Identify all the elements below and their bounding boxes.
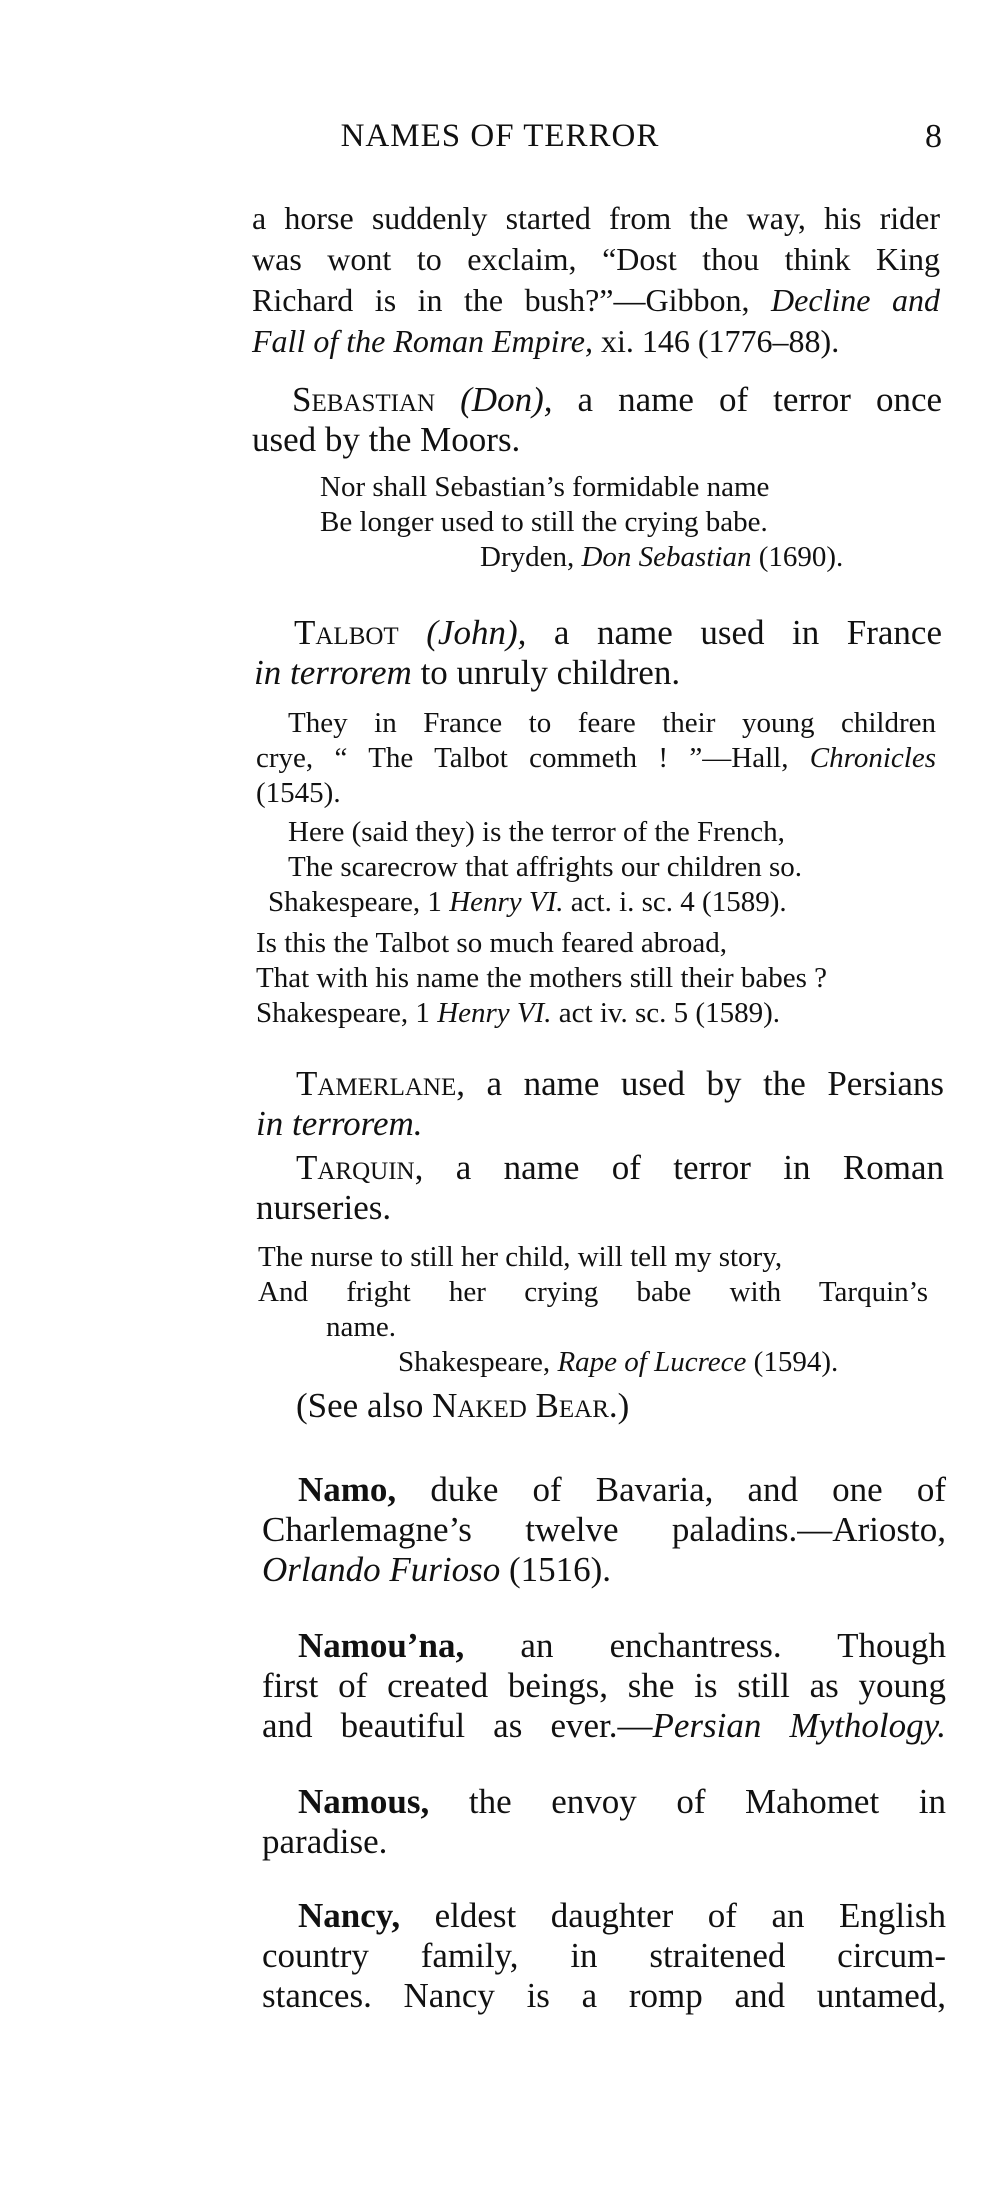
- entry-namous: [262, 1782, 946, 1862]
- quote-line: Is this the Talbot so much feared abroad,: [256, 927, 727, 959]
- quote-line: Nor shall Sebastian’s formidable name: [320, 471, 770, 503]
- entry-tarquin: [256, 1148, 944, 1228]
- entry-name: Tarquin,: [296, 1148, 424, 1187]
- entry-line: Namou’na, an enchantress. Though: [298, 1626, 946, 1665]
- quote-lucrece: [258, 1240, 928, 1380]
- headword: Nancy,: [298, 1896, 401, 1935]
- page-number: 8: [925, 118, 942, 155]
- entry-namo: [262, 1470, 946, 1590]
- see-also: [296, 1386, 896, 1426]
- entry-line: Orlando Furioso (1516).: [262, 1550, 612, 1589]
- quote-shakespeare-1: [268, 815, 938, 920]
- quote-hall: [256, 706, 936, 811]
- quote-line: Here (said they) is the terror of the French,: [288, 816, 785, 848]
- entry-line: Talbot (John), a name used in France: [294, 613, 943, 652]
- entry-line: in terrorem.: [256, 1104, 423, 1143]
- entry-line: in terrorem to unruly children.: [254, 653, 681, 692]
- entry-line: nurseries.: [256, 1188, 392, 1227]
- entry-line: stances. Nancy is a romp and untamed,: [262, 1976, 946, 2015]
- entry-line: Sebastian (Don), a name of terror once: [292, 380, 943, 419]
- quote-line: Be longer used to still the crying babe.: [320, 506, 768, 538]
- entry-tamerlane: [256, 1064, 944, 1144]
- quote-line: (1545).: [256, 777, 341, 809]
- entry-nancy: [262, 1896, 946, 2016]
- entry-name: Tamerlane,: [296, 1064, 466, 1103]
- entry-line: Nancy, eldest daughter of an English: [298, 1896, 946, 1935]
- headword: Namous,: [298, 1782, 430, 1821]
- entry-namouna: [262, 1626, 946, 1746]
- entry-line: Namo, duke of Bavaria, and one of: [298, 1470, 946, 1509]
- entry-line: first of created beings, she is still as young: [262, 1666, 946, 1705]
- entry-name: Sebastian: [292, 380, 436, 419]
- quote-shakespeare-2: [256, 926, 946, 1031]
- citation: Dryden, Don Sebastian (1690).: [480, 541, 844, 573]
- entry-name: Talbot: [294, 613, 399, 652]
- text-line: was wont to exclaim, “Dost thou think King: [252, 241, 940, 277]
- entry-line: Tarquin, a name of terror in Roman: [296, 1148, 944, 1187]
- entry-line: Charlemagne’s twelve paladins.—Ariosto,: [262, 1510, 946, 1549]
- citation: Shakespeare, 1 Henry VI. act iv. sc. 5 (1589).: [256, 997, 780, 1029]
- text-line: Fall of the Roman Empire, xi. 146 (1776–88).: [252, 323, 840, 359]
- cross-reference: (See also Naked Bear.): [296, 1386, 630, 1425]
- entry-line: country family, in straitened circum-: [262, 1936, 946, 1975]
- headword: Namou’na,: [298, 1626, 465, 1665]
- quote-line: That with his name the mothers still their babes ?: [256, 962, 828, 994]
- quote-line: They in France to feare their young children: [288, 707, 936, 739]
- entry-line: paradise.: [262, 1822, 388, 1861]
- citation: Shakespeare, Rape of Lucrece (1594).: [398, 1346, 839, 1378]
- headword: Namo,: [298, 1470, 397, 1509]
- running-head: NAMES OF TERROR: [340, 118, 660, 154]
- quote-line: name.: [326, 1311, 397, 1343]
- quote-line: The nurse to still her child, will tell my story,: [258, 1241, 783, 1273]
- text-line: Richard is in the bush?”—Gibbon, Decline and: [252, 282, 941, 318]
- citation: Shakespeare, 1 Henry VI. act. i. sc. 4 (1589).: [268, 886, 787, 918]
- entry-line: and beautiful as ever.—Persian Mythology.: [262, 1706, 946, 1745]
- gibbon-paragraph: [252, 198, 940, 362]
- quote-line: And fright her crying babe with Tarquin’s: [258, 1276, 928, 1308]
- quote-line: The scarecrow that affrights our children so.: [288, 851, 803, 883]
- entry-line: used by the Moors.: [252, 420, 521, 459]
- entry-talbot: [254, 613, 942, 693]
- quote-line: crye, “ The Talbot commeth ! ”—Hall, Chronicles: [256, 742, 936, 774]
- entry-sebastian: [252, 380, 942, 460]
- entry-line: Tamerlane, a name used by the Persians: [296, 1064, 944, 1103]
- entry-line: Namous, the envoy of Mahomet in: [298, 1782, 946, 1821]
- quote-dryden: [320, 470, 880, 575]
- text-line: a horse suddenly started from the way, his rider: [252, 200, 940, 236]
